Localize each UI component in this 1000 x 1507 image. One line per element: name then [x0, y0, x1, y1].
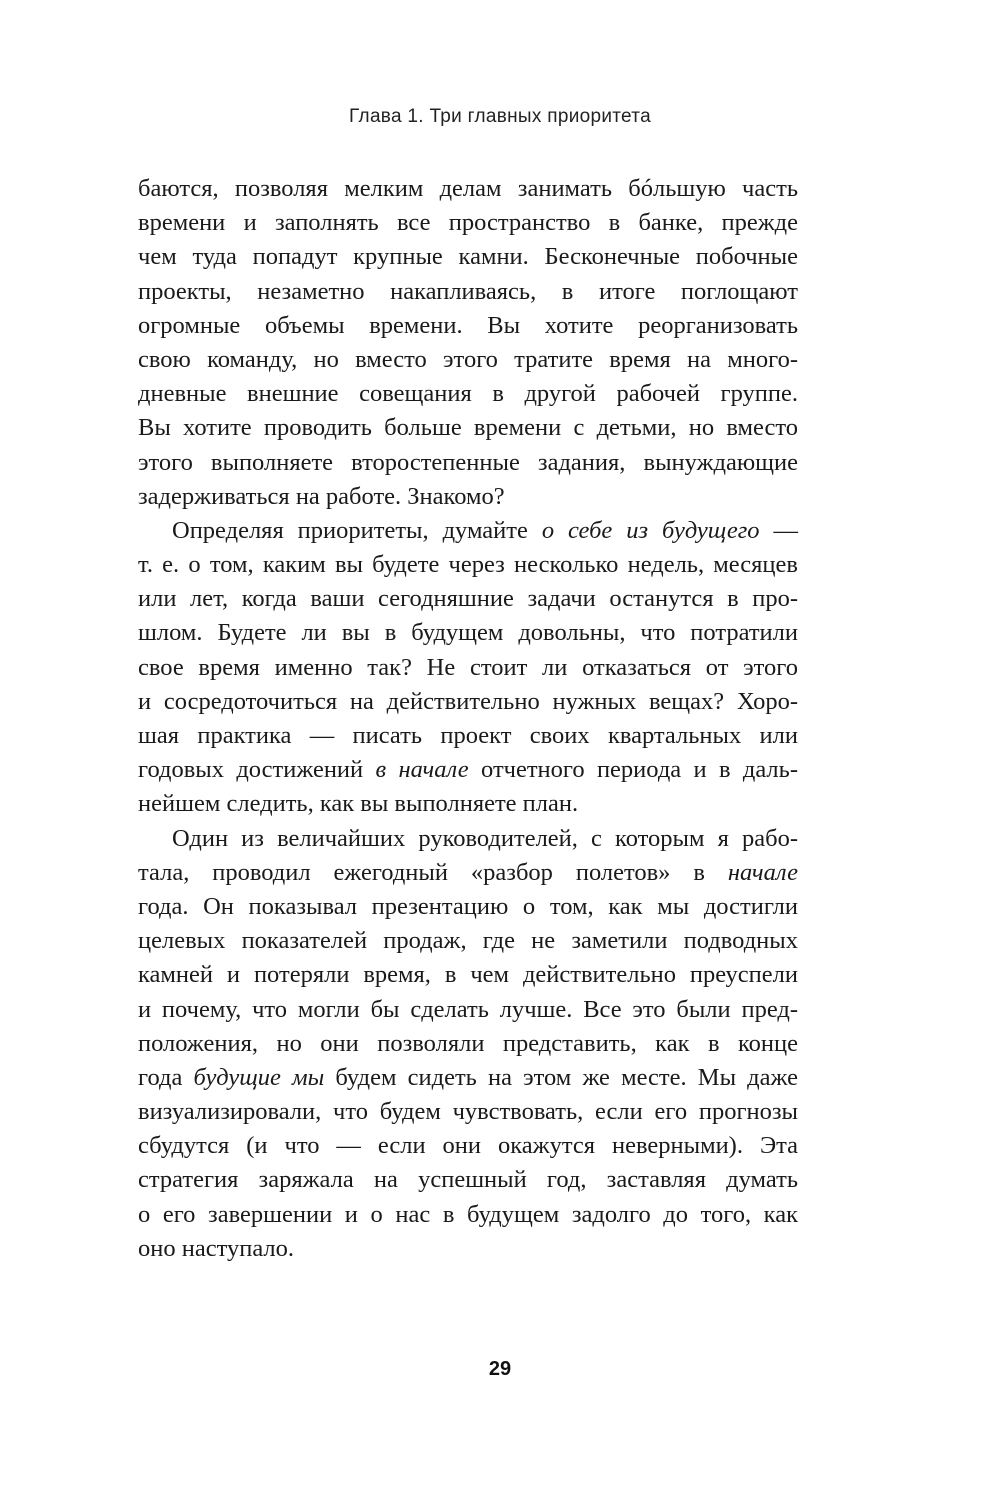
text-line: [138, 1061, 798, 1095]
text-line: [138, 856, 798, 890]
text-line: [138, 753, 798, 787]
text-segment: шлом. Будете ли вы в будущем довольны, что потратили: [138, 619, 798, 647]
text-line: [138, 890, 798, 924]
text-line: [138, 1163, 798, 1197]
paragraph: [138, 514, 798, 822]
text-segment: задерживаться на работе. Знакомо?: [138, 482, 505, 510]
italic-text: начале: [727, 858, 798, 886]
text-segment: тала, проводил ежегодный «разбор полетов» в: [138, 858, 728, 886]
text-segment: целевых показателей продаж, где не заметили подводных: [138, 927, 798, 955]
text-line: [138, 514, 798, 548]
text-segment: —: [759, 516, 799, 544]
text-line: [138, 651, 798, 685]
text-line: [138, 719, 798, 753]
text-segment: свое время именно так? Не стоит ли отказаться от этого: [138, 653, 798, 681]
text-line: [138, 172, 798, 206]
text-line: [138, 446, 798, 480]
text-line: [138, 1095, 798, 1129]
text-segment: камней и потеряли время, в чем действительно преуспели: [138, 961, 798, 989]
text-line: [138, 377, 798, 411]
text-segment: и почему, что могли бы сделать лучше. Все это были пред-: [138, 995, 798, 1023]
text-segment: сбудутся (и что — если они окажутся неверными). Эта: [138, 1132, 798, 1160]
text-segment: года: [138, 1063, 194, 1091]
text-segment: свою команду, но вместо этого тратите время на много-: [138, 345, 798, 373]
text-line: [138, 1198, 798, 1232]
text-segment: оно наступало.: [138, 1234, 295, 1262]
text-segment: или лет, когда ваши сегодняшние задачи останутся в про-: [138, 585, 798, 613]
text-line: [138, 240, 798, 274]
text-line: [138, 1027, 798, 1061]
text-line: [138, 787, 798, 821]
text-segment: огромные объемы времени. Вы хотите реорганизовать: [138, 311, 798, 339]
text-line: [138, 411, 798, 445]
text-segment: нейшем следить, как вы выполняете план.: [138, 790, 579, 818]
text-segment: стратегия заряжала на успешный год, заставляя думать: [138, 1166, 798, 1194]
text-segment: года. Он показывал презентацию о том, как мы достигли: [138, 892, 798, 920]
text-segment: шая практика — писать проект своих квартальных или: [138, 722, 798, 749]
text-segment: баются, позволяя мелким делам занимать бóльшую часть: [138, 175, 798, 202]
text-segment: о его завершении и о нас в будущем задолго до того, как: [138, 1200, 798, 1228]
text-segment: положения, но они позволяли представить, как в конце: [138, 1029, 798, 1057]
page-number: 29: [488, 1358, 512, 1380]
text-line: [138, 206, 798, 240]
text-line: [138, 582, 798, 616]
text-line: [138, 685, 798, 719]
italic-text: будущие мы: [193, 1063, 325, 1091]
text-segment: Один из величайших руководителей, с которым я рабо-: [172, 824, 798, 852]
italic-text: в начале: [375, 756, 469, 784]
text-segment: Вы хотите проводить больше времени с детьми, но вместо: [138, 414, 798, 442]
text-segment: визуализировали, что будем чувствовать, если его прогнозы: [138, 1098, 798, 1126]
paragraph: [138, 822, 798, 1266]
text-line: [138, 924, 798, 958]
text-segment: годовых достижений: [138, 756, 376, 784]
text-segment: и сосредоточиться на действительно нужных вещах? Хоро-: [138, 687, 798, 715]
text-segment: времени и заполнять все пространство в банке, прежде: [138, 209, 798, 237]
text-segment: Определяя приоритеты, думайте: [172, 516, 542, 544]
text-segment: т. е. о том, каким вы будете через несколько недель, месяцев: [138, 551, 798, 579]
text-line: [138, 275, 798, 309]
text-segment: дневные внешние совещания в другой рабочей группе.: [138, 380, 798, 408]
text-line: [138, 1129, 798, 1163]
text-line: [138, 309, 798, 343]
paragraph: [138, 172, 798, 514]
text-line: [138, 822, 798, 856]
text-line: [138, 548, 798, 582]
text-segment: чем туда попадут крупные камни. Бесконечные побочные: [138, 243, 798, 271]
running-header: Глава 1. Три главных приоритета: [349, 106, 651, 127]
italic-text: о себе из будущего: [541, 516, 760, 544]
text-line: [138, 993, 798, 1027]
text-segment: отчетного периода и в даль-: [468, 756, 798, 784]
text-segment: проекты, незаметно накапливаясь, в итоге поглощают: [138, 277, 798, 305]
text-line: [138, 616, 798, 650]
body-text: [138, 172, 798, 1266]
text-line: [138, 958, 798, 992]
text-line: [138, 343, 798, 377]
text-line: [138, 480, 798, 514]
text-segment: этого выполняете второстепенные задания, вынуждающие: [138, 448, 798, 476]
text-line: [138, 1232, 798, 1266]
text-segment: будем сидеть на этом же месте. Мы даже: [324, 1063, 799, 1091]
